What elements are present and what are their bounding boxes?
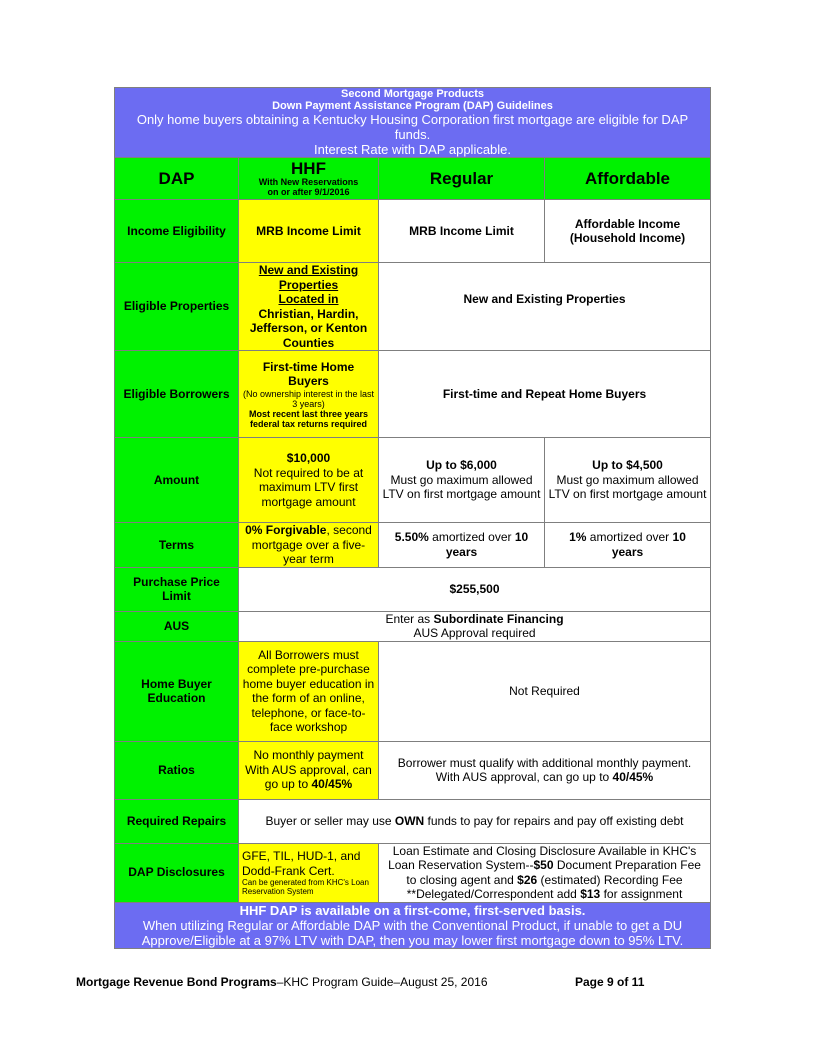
row-label-price-limit: Purchase Price Limit (115, 567, 239, 611)
row-label-borrowers: Eligible Borrowers (115, 351, 239, 438)
header-row (115, 158, 711, 200)
borrowers-hhf: First-time Home Buyers (No ownership interest in the last 3 years) Most recent last three years federal tax returns required (239, 351, 379, 438)
banner-line4: Interest Rate with DAP applicable. (313, 142, 512, 157)
footer-subtitle: –KHC Program Guide–August 25, 2016 (276, 975, 488, 989)
amount-hhf: $10,000 Not required to be at maximum LTV first mortgage amount (239, 438, 379, 523)
col-header-affordable: Affordable (545, 158, 711, 200)
row-label-education: Home Buyer Education (115, 641, 239, 741)
properties-hhf: New and Existing Properties Located in Christian, Hardin, Jefferson, or Kenton Counties (239, 263, 379, 351)
bottom-banner-row (115, 902, 711, 948)
banner-cell (115, 88, 711, 158)
col-header-hhf: HHF With New Reservations on or after 9/1/2016 (239, 158, 379, 200)
banner-line3: Only home buyers obtaining a Kentucky Housing Corporation first mortgage are eligible for DAP funds. (136, 112, 689, 142)
row-label-properties: Eligible Properties (115, 263, 239, 351)
amount-regular: Up to $6,000 Must go maximum allowed LTV on first mortgage amount (379, 438, 545, 523)
ratios-other: Borrower must qualify with additional monthly payment. With AUS approval, can go up to 40/45% (379, 741, 711, 799)
footer-title: Mortgage Revenue Bond Programs (76, 975, 277, 989)
banner-row (115, 88, 711, 158)
disclosures-hhf: GFE, TIL, HUD-1, and Dodd-Frank Cert. Can be generated from KHC's Loan Reservation System (239, 843, 379, 902)
disclosures-other: Loan Estimate and Closing Disclosure Available in KHC's Loan Reservation System--$50 Document Preparation Fee to closing agent and $26 (estimated) Recording Fee **Delegated/Correspondent add $13 for assignment (379, 843, 711, 902)
row-aus (115, 611, 711, 641)
terms-affordable: 1% amortized over 10 years (545, 523, 711, 568)
row-dap-disclosures (115, 843, 711, 902)
row-purchase-price-limit (115, 567, 711, 611)
repairs-value: Buyer or seller may use OWN funds to pay for repairs and pay off existing debt (239, 799, 711, 843)
row-home-buyer-education (115, 641, 711, 741)
row-label-income: Income Eligibility (115, 200, 239, 263)
bottom-banner-cell (115, 902, 711, 948)
row-label-amount: Amount (115, 438, 239, 523)
income-hhf: MRB Income Limit (239, 200, 379, 263)
banner-line1: Second Mortgage Products (340, 88, 485, 100)
row-amount (115, 438, 711, 523)
row-ratios (115, 741, 711, 799)
row-label-terms: Terms (115, 523, 239, 568)
terms-regular: 5.50% amortized over 10 years (379, 523, 545, 568)
ratios-hhf: No monthly payment With AUS approval, can go up to 40/45% (239, 741, 379, 799)
borrowers-other: First-time and Repeat Home Buyers (379, 351, 711, 438)
education-hhf: All Borrowers must complete pre-purchase home buyer education in the form of an online, telephone, or face-to-face workshop (239, 641, 379, 741)
income-affordable: Affordable Income (Household Income) (545, 200, 711, 263)
row-required-repairs (115, 799, 711, 843)
row-label-aus: AUS (115, 611, 239, 641)
row-eligible-properties (115, 263, 711, 351)
row-income-eligibility (115, 200, 711, 263)
page-footer (76, 975, 676, 989)
row-terms (115, 523, 711, 568)
row-eligible-borrowers (115, 351, 711, 438)
terms-hhf: 0% Forgivable, second mortgage over a five-year term (239, 523, 379, 568)
education-other: Not Required (379, 641, 711, 741)
banner-line2: Down Payment Assistance Program (DAP) Guidelines (272, 100, 553, 112)
row-label-repairs: Required Repairs (115, 799, 239, 843)
bottom-line2: When utilizing Regular or Affordable DAP with the Conventional Product, if unable to get a DU Approve/Eligible at a 97% LTV with DAP, then you may lower first mortgage down to 95% LTV. (141, 917, 684, 948)
amount-affordable: Up to $4,500 Must go maximum allowed LTV on first mortgage amount (545, 438, 711, 523)
price-limit-value: $255,500 (239, 567, 711, 611)
col-header-dap: DAP (115, 158, 239, 200)
bottom-line1: HHF DAP is available on a first-come, first-served basis. (239, 902, 586, 918)
properties-other: New and Existing Properties (379, 263, 711, 351)
dap-guidelines-table (114, 87, 711, 949)
row-label-ratios: Ratios (115, 741, 239, 799)
row-label-disclosures: DAP Disclosures (115, 843, 239, 902)
aus-value: Enter as Subordinate Financing AUS Approval required (239, 611, 711, 641)
income-regular: MRB Income Limit (379, 200, 545, 263)
col-header-regular: Regular (379, 158, 545, 200)
page-number: Page 9 of 11 (575, 975, 645, 989)
